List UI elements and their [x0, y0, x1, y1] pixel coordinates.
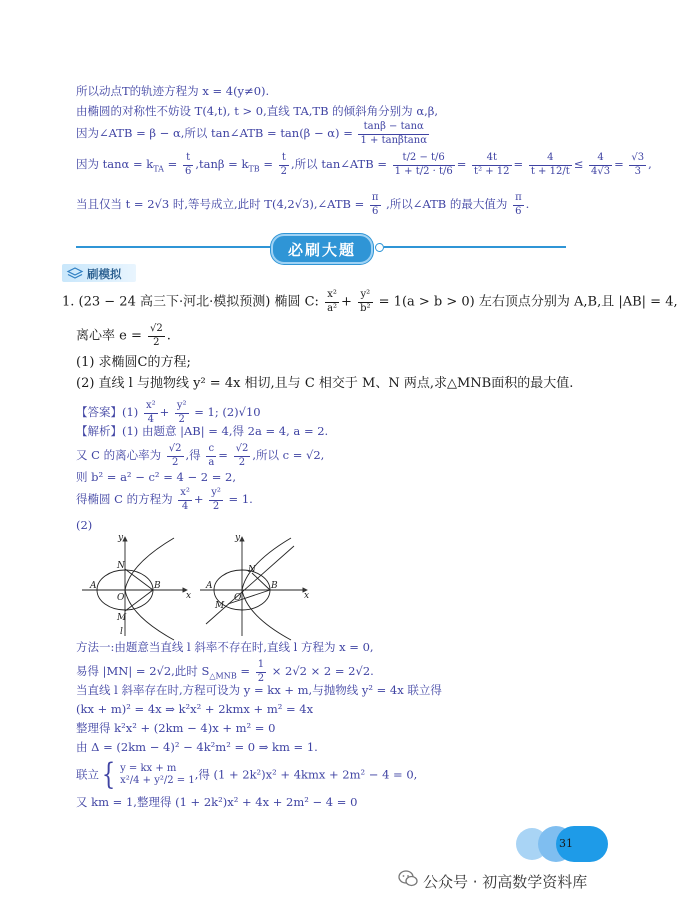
- wechat-icon: [398, 870, 418, 892]
- problem-statement: 离心率 e = $\frac{√2}{2}$ .: [76, 323, 171, 348]
- solution-line: 当直线 l 斜率存在时,方程可设为 y = kx + m,与抛物线 y² = 4x 联立得: [76, 683, 442, 697]
- section-title-badge: [271, 234, 373, 264]
- svg-text:O: O: [234, 593, 242, 603]
- tangent-line: [206, 546, 294, 624]
- layers-icon: [67, 266, 83, 285]
- label-N: N: [117, 561, 125, 571]
- problem-statement: 1. (23 − 24 高三下·河北·模拟预测) 椭圆 C: $\frac{\text{x²}}{\text{a²}}$ + $\frac{\text{y²}}{\text{b²}}$ = 1(a > b > 0) 左右顶点分别为 A,B,且 |AB| = 4,: [62, 289, 678, 314]
- solution-line: 又 km = 1,整理得 (1 + 2k²)x² + 4x + 2m² − 4 = 0: [76, 795, 358, 809]
- fraction: $\frac{\tan\beta - \tan\alpha}{1 + \tan\beta\tan\alpha}$: [360, 121, 427, 146]
- solution-line: 则 b² = a² − c² = 4 − 2 = 2,: [76, 470, 236, 484]
- text-line: 因为 $\tan\alpha = k_{TA}$ = $\frac{t}{6}$ $,\tan\beta = k_{TB}$ = $\frac{t}{2}$ ,所以 tan∠ATB = $\frac{t/2 - t/6}{1 + t/2 \cdot t/6}$ = $\frac{4t}{\text{t² + 12}}$ = $\frac{4}{t + 12/t}$ ≤ $\frac{4}{4√3}$ = $\frac{√3}{3}$ ,: [76, 152, 652, 177]
- solution-line: 整理得 k²x² + (2km − 4)x + m² = 0: [76, 721, 276, 735]
- figure-right: [200, 537, 310, 640]
- parabola-upper: [125, 538, 174, 590]
- svg-text:A: A: [206, 581, 213, 591]
- solution-line: 联立{ y = kx + m x²/4 + y²/2 = 1 ,得 (1 + 2k²)x² + 4kmx + 2m² − 4 = 0,: [76, 757, 418, 792]
- label-y: y: [118, 533, 124, 543]
- solution-line: 又 C 的离心率为 $\frac{√2}{2}$ ,得 $\frac{c}{a}$ = $\frac{√2}{2}$ ,所以 c = √2,: [76, 443, 325, 468]
- text-line: 所以动点T的轨迹方程为 x = 4(y≠0).: [76, 84, 270, 98]
- text-line: 因为∠ATB = β − α,所以 tan∠ATB = tan(β − α) = $\frac{\tan\beta - \tan\alpha}{1 + \tan\beta\tan\alpha}$: [76, 121, 427, 146]
- solution-line: 【解析】(1) 由题意 |AB| = 4,得 2a = 4, a = 2.: [76, 424, 329, 438]
- geometry-figure: [82, 532, 312, 642]
- question-2: (2) 直线 l 与抛物线 y² = 4x 相切,且与 C 相交于 M、N 两点,求△MNB面积的最大值.: [76, 376, 574, 391]
- label-A: A: [90, 581, 97, 591]
- question-1: (1) 求椭圆C的方程;: [76, 355, 191, 370]
- label-M: M: [117, 613, 127, 623]
- solution-line: 易得 |MN| = 2√2,此时 $S_{\triangle MNB}$ = $\frac{1}{2}$ × 2√2 × 2 = 2√2.: [76, 659, 374, 684]
- page-number-badge: [516, 826, 608, 862]
- text-line: 当且仅当 t = 2√3 时,等号成立,此时 T(4,2√3),∠ATB = $\frac{\pi}{6}$ ,所以∠ATB 的最大值为 $\frac{\pi}{6}$ .: [76, 192, 530, 217]
- label-l: l: [120, 627, 123, 637]
- label-O: O: [117, 593, 125, 603]
- solution-line: 得椭圆 C 的方程为 $\frac{\text{x²}}{4}$ + $\frac{\text{y²}}{2}$ = 1.: [76, 487, 253, 512]
- category-tag: 刷模拟: [62, 264, 136, 282]
- solution-line: (kx + m)² = 4x ⇒ k²x² + 2kmx + m² = 4x: [76, 702, 314, 716]
- svg-text:B: B: [271, 581, 278, 591]
- section-title: 必刷大题: [287, 240, 356, 259]
- text-line: 由椭圆的对称性不妨设 T(4,t), t > 0,直线 TA,TB 的倾斜角分别为 α,β,: [76, 104, 439, 118]
- watermark: 公众号 · 初高数学资料库: [398, 870, 587, 892]
- answer-line: 【答案】(1) $\frac{\text{x²}}{4}$ + $\frac{\text{y²}}{2}$ = 1; (2)√10: [76, 400, 261, 425]
- svg-text:M: M: [215, 601, 225, 611]
- solution-line: (2): [76, 518, 93, 532]
- parabola-lower: [125, 590, 174, 640]
- svg-text:N: N: [248, 565, 256, 575]
- page-number: 31: [559, 837, 573, 850]
- solution-line: 方法一:由题意当直线 l 斜率不存在时,直线 l 方程为 x = 0,: [76, 640, 374, 654]
- solution-line: 由 Δ = (2km − 4)² − 4k²m² = 0 ⇒ km = 1.: [76, 740, 318, 754]
- figure-left: [82, 537, 187, 640]
- svg-text:x: x: [304, 591, 310, 601]
- label-x: x: [186, 591, 192, 601]
- label-B: B: [154, 581, 161, 591]
- svg-text:y: y: [235, 533, 241, 543]
